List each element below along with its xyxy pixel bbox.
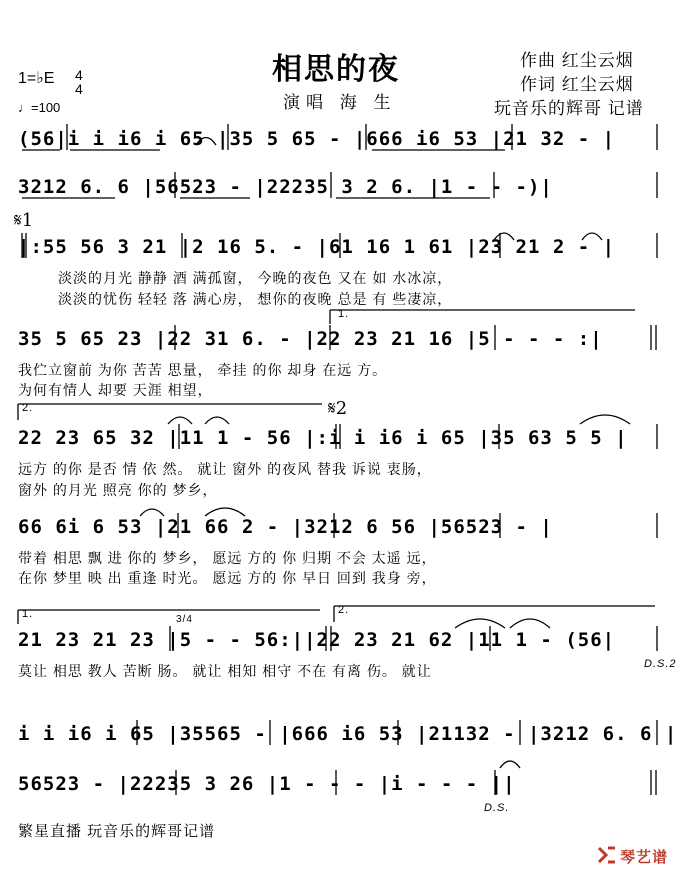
segno-2-mark: 𝄋2: [328, 398, 348, 419]
score-row-9: 56523 - |22235 3 26 |1 - - - |i - - - ||: [18, 773, 516, 795]
lyrics-row-5-verse-1: 远方 的你 是否 情 依 然。 就让 窗外 的夜风 替我 诉说 衷肠，: [18, 461, 432, 477]
lyrics-row-6-verse-1: 带着 相思 飘 进 你的 梦乡， 愿远 方的 你 归期 不会 太遥 远，: [18, 550, 437, 566]
key-signature: 1=♭E: [18, 70, 55, 87]
score-row-3: |:55 56 3 21 |2 16 5. - |61 16 1 61 |23 21 2 - |: [18, 236, 616, 258]
lyrics-row-4-verse-1: 我伫立窗前 为你 苦苦 思量， 牵挂 的你 却身 在远 方。: [18, 362, 388, 378]
score-row-7: 21 23 21 23 |5 - - 56:||22 23 21 62 |11 1 - (56|: [18, 629, 616, 651]
ds2-mark: D.S.2: [644, 658, 677, 670]
fermata-fraction: 3/4: [176, 614, 193, 625]
quarter-note-icon: ♩: [18, 100, 31, 115]
score-row-2: 3212 6. 6 |56523 - |22235 3 2 6. |1 - - -)|: [18, 176, 553, 198]
volta-1-label: 1.: [338, 308, 350, 320]
ds-mark: D.S.: [484, 802, 510, 814]
lyrics-row-7: 莫让 相思 教人 苦断 肠。 就让 相知 相守 不在 有离 伤。 就让: [18, 663, 432, 679]
lyrics-row-4-verse-2: 为何有情人 却要 天涯 相望，: [18, 382, 213, 398]
segno-1-mark: 𝄋1: [14, 210, 34, 231]
lyrics-row-3-verse-2: 淡淡的忧伤 轻轻 落 满心房， 想你的夜晚 总是 有 些凄凉，: [58, 291, 453, 307]
volta-2-label-b: 2.: [338, 604, 350, 616]
volta-2-label: 2.: [22, 402, 34, 414]
song-title: 相思的夜: [272, 53, 400, 86]
score-row-5: 22 23 65 32 |11 1 - 56 |:i i i6 i 65 |35 63 5 5 |: [18, 427, 628, 449]
logo-icon: [596, 845, 618, 865]
site-logo-text[interactable]: 琴艺谱: [620, 849, 669, 866]
lyrics-row-3-verse-1: 淡淡的月光 静静 酒 满孤窗， 今晚的夜色 又在 如 水冰凉，: [58, 270, 453, 286]
composer-credit: 作曲 红尘云烟: [520, 51, 634, 70]
score-row-1: (56|i i i6 i 65 |35 5 65 - |666 i6 53 |21 32 - |: [18, 128, 616, 150]
score-row-8: i i i6 i 65 |35565 - |666 i6 53 |21132 - |3212 6. 6 |: [18, 723, 678, 745]
score-row-4: 35 5 65 23 |22 31 6. - |22 23 21 16 |5 - - - :|: [18, 328, 603, 350]
tempo-value: =100: [31, 100, 61, 115]
score-row-6: 66 6i 6 53 |21 66 2 - |3212 6 56 |56523 - |: [18, 516, 553, 538]
lyrics-row-5-verse-2: 窗外 的月光 照亮 你的 梦乡，: [18, 482, 218, 498]
lyrics-row-6-verse-2: 在你 梦里 映 出 重逢 时光。 愿远 方的 你 早日 回到 我身 旁，: [18, 570, 437, 586]
time-sig-top: 4: [75, 67, 83, 83]
singer-credit: 演唱 海 生: [283, 93, 397, 112]
volta-1-label-b: 1.: [22, 608, 34, 620]
transcriber-credit: 玩音乐的辉哥 记谱: [494, 99, 644, 118]
time-sig-bottom: 4: [75, 81, 83, 97]
lyricist-credit: 作词 红尘云烟: [520, 75, 634, 94]
footer-credit: 繁星直播 玩音乐的辉哥记谱: [18, 823, 216, 840]
